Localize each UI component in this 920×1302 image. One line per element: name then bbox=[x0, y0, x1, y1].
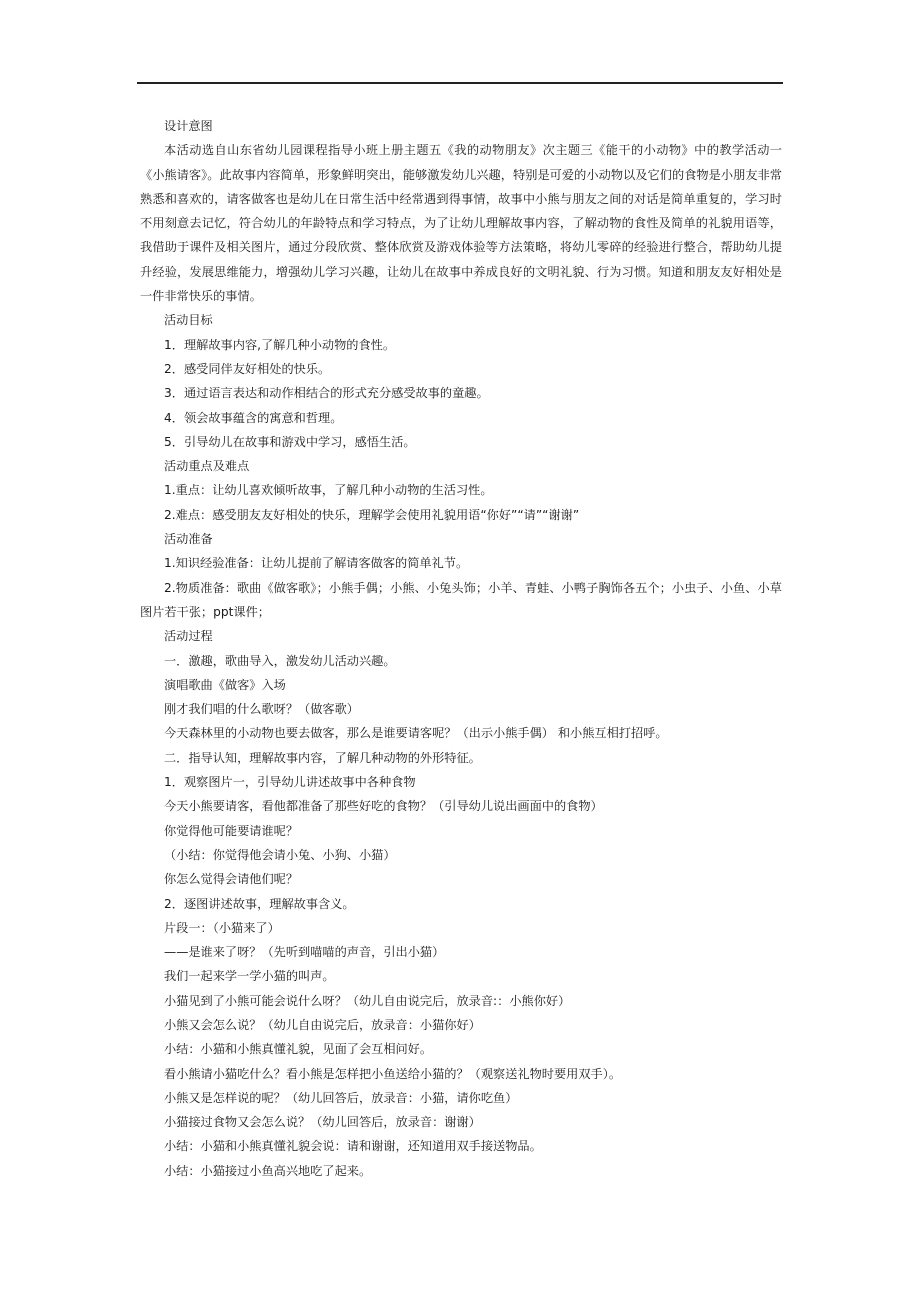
design-paragraph: 本活动选自山东省幼儿园课程指导小班上册主题五《我的动物朋友》次主题三《能干的小动物》中的教学活动一《小熊请客》。此故事内容简单，形象鲜明突出，能够激发幼儿兴趣，特别是可爱的小动物以及它们的食物是小朋友非常熟悉和喜欢的，请客做客也是幼儿在日常生活中经常遇到得事情，故事中小熊与朋友之间的对话是简单重复的，学习时不用刻意去记忆，符合幼儿的年龄特点和学习特点，为了让幼儿理解故事内容，了解动物的食性及简单的礼貌用语等，我借助于课件及相关图片，通过分段欣赏、整体欣赏及游戏体验等方法策略，将幼儿零碎的经验进行整合，帮助幼儿提升经验，发展思维能力，增强幼儿学习兴趣，让幼儿在故事中养成良好的文明礼貌、行为习惯。知道和朋友友好相处是一件非常快乐的事情。 bbox=[140, 143, 782, 304]
goal-item: 3．通过语言表达和动作相结合的形式充分感受故事的童趣。 bbox=[164, 386, 489, 401]
process-line: 1．观察图片一，引导幼儿讲述故事中各种食物 bbox=[164, 775, 416, 790]
goal-item: 2．感受同伴友好相处的快乐。 bbox=[164, 361, 331, 376]
goal-item: 1．理解故事内容,了解几种小动物的食性。 bbox=[164, 337, 396, 352]
goal-item: 5．引导幼儿在故事和游戏中学习，感悟生活。 bbox=[164, 434, 416, 449]
process-line: 你怎么觉得会请他们呢？ bbox=[164, 872, 299, 887]
process-line: 二．指导认知，理解故事内容，了解几种动物的外形特征。 bbox=[164, 750, 481, 765]
process-line: ——是谁来了呀？（先听到喵喵的声音，引出小猫） bbox=[164, 945, 445, 960]
process-line: 小结：小猫和小熊真懂礼貌会说：请和谢谢，还知道用双手接送物品。 bbox=[164, 1139, 542, 1154]
process-line: 我们一起来学一学小猫的叫声。 bbox=[164, 969, 335, 984]
process-line: 小猫见到了小熊可能会说什么呀？（幼儿自由说完后，放录音:：小熊你好） bbox=[164, 993, 571, 1008]
design-heading: 设计意图 bbox=[164, 119, 213, 133]
keypoint-item: 1.重点：让幼儿喜欢倾听故事，了解几种小动物的生活习性。 bbox=[164, 483, 493, 498]
process-line: 小猫接过食物又会怎么说？（幼儿回答后，放录音：谢谢） bbox=[164, 1115, 481, 1130]
goal-item: 4．领会故事蕴含的寓意和哲理。 bbox=[164, 410, 343, 425]
goals-heading: 活动目标 bbox=[164, 313, 213, 328]
process-line: 一．激趣，歌曲导入，激发幼儿活动兴趣。 bbox=[164, 653, 396, 668]
prep-item: 1.知识经验准备：让幼儿提前了解请客做客的简单礼节。 bbox=[164, 556, 469, 571]
process-line: 小结：小猫接过小鱼高兴地吃了起来。 bbox=[164, 1163, 372, 1178]
prep-item: 2.物质准备：歌曲《做客歌》；小熊手偶；小熊、小兔头饰；小羊、青蛙、小鸭子胸饰各五个；小虫子、小鱼、小草图片若干张；ppt课件； bbox=[140, 580, 782, 619]
process-line: 今天小熊要请客，看他都准备了那些好吃的食物？（引导幼儿说出画面中的食物） bbox=[164, 799, 603, 814]
process-line: 小熊又会怎么说？（幼儿自由说完后，放录音：小猫你好） bbox=[164, 1017, 481, 1032]
process-heading: 活动过程 bbox=[164, 629, 213, 644]
process-line: 2．逐图讲述故事，理解故事含义。 bbox=[164, 896, 355, 911]
keypoint-item: 2.难点：感受朋友友好相处的快乐，理解学会使用礼貌用语“你好”“请”“谢谢” bbox=[164, 507, 580, 522]
prep-heading: 活动准备 bbox=[164, 532, 213, 547]
keypoints-heading: 活动重点及难点 bbox=[164, 459, 250, 474]
process-line: 你觉得他可能要请谁呢？ bbox=[164, 823, 299, 838]
header-rule bbox=[137, 82, 783, 84]
process-line: 刚才我们唱的什么歌呀？（做客歌） bbox=[164, 702, 359, 717]
process-line: 小结：小猫和小熊真懂礼貌，见面了会互相问好。 bbox=[164, 1042, 433, 1057]
process-line: （小结：你觉得他会请小兔、小狗、小猫） bbox=[164, 847, 396, 862]
process-line: 看小熊请小猫吃什么？看小熊是怎样把小鱼送给小猫的？（观察送礼物时要用双手）。 bbox=[164, 1066, 622, 1081]
process-line: 片段一：（小猫来了） bbox=[164, 920, 280, 935]
process-line: 今天森林里的小动物也要去做客，那么是谁要请客呢？（出示小熊手偶） 和小熊互相打招呼。 bbox=[164, 726, 668, 741]
document-body bbox=[140, 114, 782, 1183]
process-line: 小熊又是怎样说的呢？（幼儿回答后，放录音：小猫，请你吃鱼） bbox=[164, 1090, 518, 1105]
process-line: 演唱歌曲《做客》入场 bbox=[164, 677, 286, 692]
